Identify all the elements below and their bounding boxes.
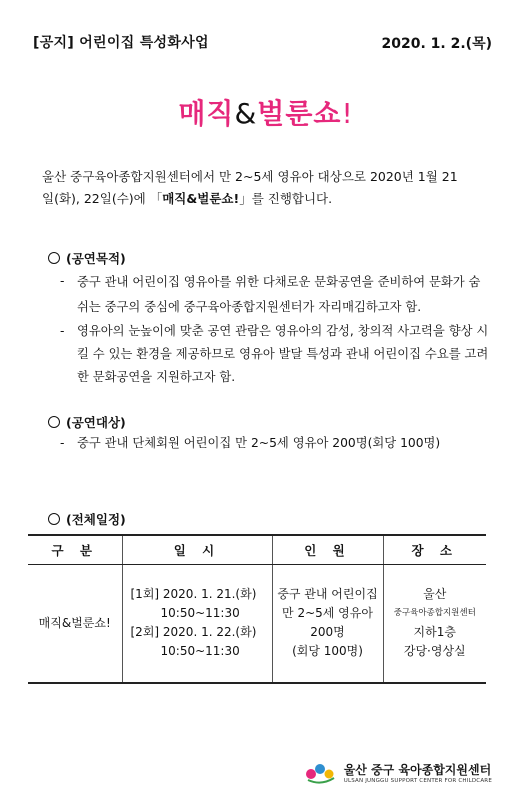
purpose-bullet-2-text: 영유아의 눈높이에 맞춘 공연 관람은 영유아의 감성, 창의적 사고력을 향상 시킬 수 있는 환경을 제공하므로 영유아 발달 특성과 관내 어린이집 수요를 고려한 문화공연을 지원하고자 함.	[77, 324, 489, 384]
purpose-bullet-1	[60, 270, 490, 320]
cell-schedule	[122, 565, 272, 683]
place-line-1: 울산	[423, 587, 447, 602]
people-line-1: 중구 관내 어린이집	[277, 587, 378, 602]
intro-event-name: 매직&벌룬쇼!	[162, 191, 240, 206]
purpose-heading-text: (공연목적)	[66, 251, 126, 266]
col-header-category: 구 분	[28, 535, 122, 565]
purpose-bullet-1-text: 중구 관내 어린이집 영유아를 위한 다채로운 문화공연을 준비하여 문화가 숨 쉬는 중구의 중심에 중구육아종합지원센터가 자리매김하고자 함.	[77, 275, 481, 314]
schedule-line-1: [1회] 2020. 1. 21.(화)	[130, 587, 257, 602]
dash-marker: -	[60, 324, 65, 338]
schedule-heading	[48, 510, 126, 528]
intro-line2-before: 일(화), 22일(수)에 「	[42, 191, 163, 206]
place-line-3: 지하1층	[413, 625, 456, 640]
people-line-4: (회당 100명)	[292, 644, 363, 659]
schedule-heading-text: (전체일정)	[66, 512, 126, 527]
place-line-4: 강당·영상실	[403, 644, 466, 659]
col-header-people: 인 원	[272, 535, 383, 565]
schedule-line-4: 10:50~11:30	[160, 644, 240, 659]
cell-category: 매직&벌룬쇼!	[28, 565, 122, 683]
logo-text: 울산 중구 육아종합지원센터	[343, 762, 492, 777]
notice-date: 2020. 1. 2.(목)	[381, 36, 492, 52]
schedule-line-3: [2회] 2020. 1. 22.(화)	[130, 625, 257, 640]
event-title-part1: 매직	[178, 97, 235, 130]
cell-place	[383, 565, 486, 683]
intro-line2-after: 」를 진행합니다.	[239, 191, 333, 206]
table-row	[28, 565, 486, 683]
circle-bullet-icon	[48, 416, 60, 428]
event-title-part3: 벌룬쇼	[257, 97, 342, 130]
schedule-line-2: 10:50~11:30	[160, 606, 240, 621]
cell-people	[272, 565, 383, 683]
target-bullet-1	[60, 432, 490, 454]
purpose-heading	[48, 249, 126, 267]
notice-title: [공지] 어린이집 특성화사업	[33, 35, 209, 51]
logo-subtext: ULSAN JUNGGU SUPPORT CENTER FOR CHILDCARE	[343, 777, 492, 784]
event-title-ampersand: &	[234, 97, 258, 130]
dash-marker: -	[60, 436, 65, 450]
schedule-table	[28, 534, 486, 684]
intro-line1: 울산 중구육아종합지원센터에서 만 2~5세 영유아 대상으로 2020년 1월 21	[42, 169, 458, 184]
table-header-row	[28, 535, 486, 565]
event-title-exclaim: !	[341, 97, 354, 130]
center-logo	[304, 760, 492, 784]
dash-marker: -	[60, 274, 65, 288]
place-line-2: 중구육아종합지원센터	[393, 608, 476, 619]
target-heading	[48, 413, 126, 431]
circle-bullet-icon	[48, 513, 60, 525]
circle-bullet-icon	[48, 252, 60, 264]
target-bullet-1-text: 중구 관내 단체회원 어린이집 만 2~5세 영유아 200명(회당 100명)	[77, 436, 441, 450]
col-header-place: 장 소	[383, 535, 486, 565]
logo-icon	[304, 760, 338, 784]
people-line-2: 만 2~5세 영유아	[282, 606, 373, 621]
purpose-bullet-2	[60, 320, 490, 389]
target-heading-text: (공연대상)	[66, 415, 126, 430]
people-line-3: 200명	[310, 625, 345, 640]
intro-paragraph	[42, 166, 496, 210]
event-title	[0, 92, 532, 132]
col-header-datetime: 일 시	[122, 535, 272, 565]
